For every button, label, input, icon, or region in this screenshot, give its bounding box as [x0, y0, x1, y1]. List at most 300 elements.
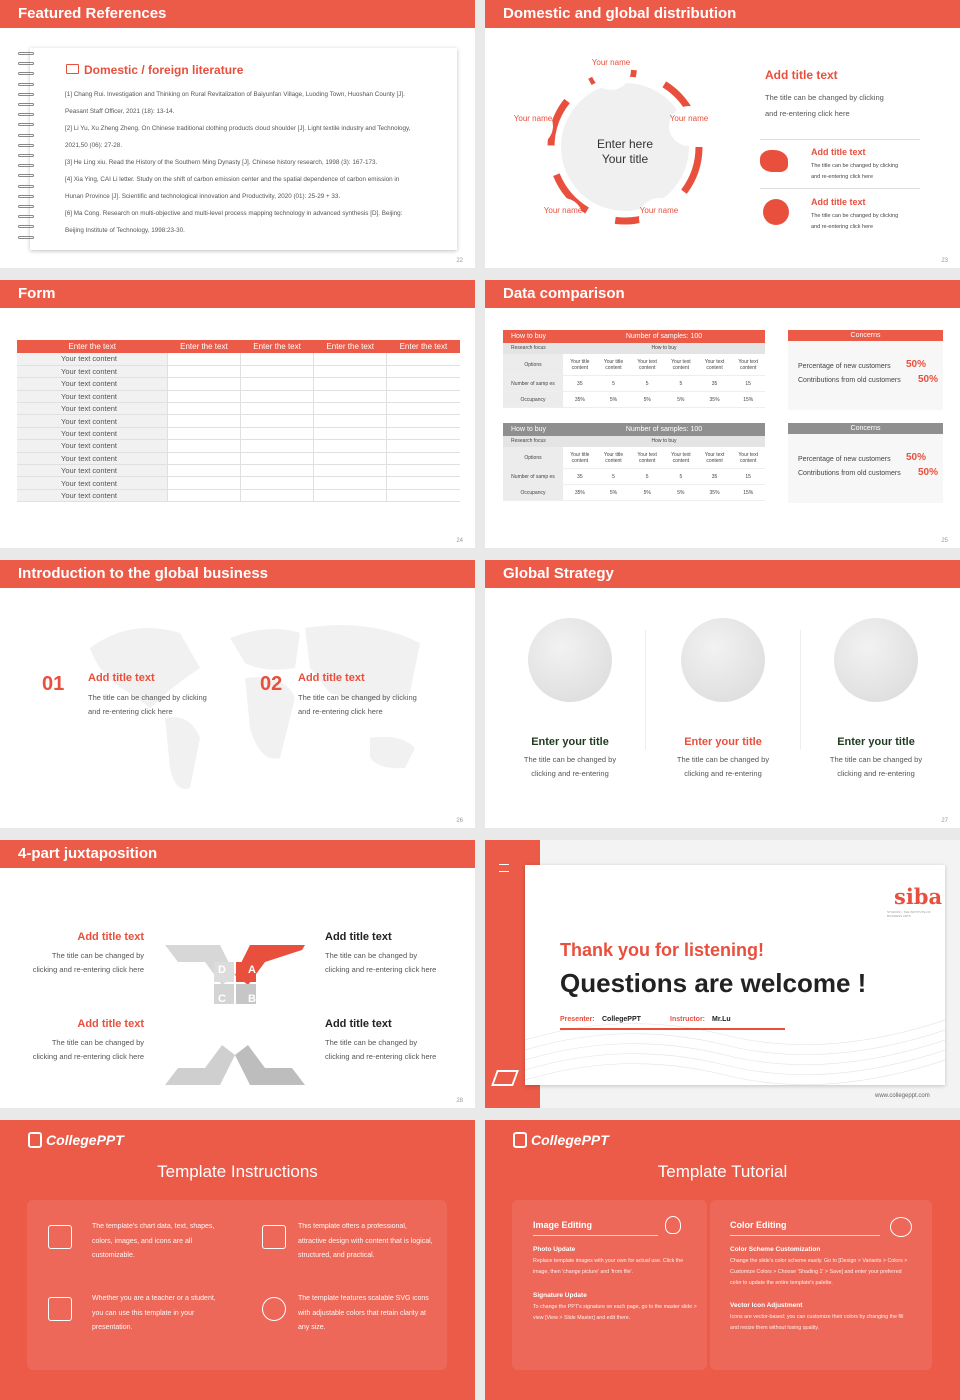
tutorial-text: Replace template images with your own for actual use. Click the image, then 'change picture' and 'from file'.: [533, 1258, 684, 1275]
tutorial-text: Change the slide's color scheme easily. Go to [Design > Variants > Colors > Customize Colors > Choose 'Shading 1' > Save] and enter your preferred color to update the entire template's palette.: [730, 1258, 908, 1286]
comparison-header: [503, 330, 765, 343]
slide-thank-you[interactable]: [485, 840, 960, 1108]
section-title: Template Instructions: [157, 1162, 318, 1181]
table-cell: [314, 390, 387, 402]
table-cell: [167, 465, 240, 477]
presenter-label: Presenter:: [560, 1016, 595, 1023]
collegeppt-logo: [28, 1132, 42, 1148]
table-cell: Your text content: [17, 489, 167, 501]
table-row: [17, 403, 460, 415]
table-cell: [387, 452, 460, 464]
page-number: 26: [456, 818, 463, 824]
concerns-card: [788, 423, 943, 503]
add-title-desc2: and re-entering click here: [765, 109, 850, 118]
table-cell: Occupancy: [503, 485, 563, 500]
table-cell: Your title content: [570, 451, 590, 464]
reference-line: [1] Chang Rui. Investigation and Thinking on Rural Revitalization of Baiyunfan Village, Luoding Town, Huoshan County [J].: [65, 91, 405, 98]
slide-title: Global Strategy: [485, 560, 960, 588]
instruction-text: The template features scalable SVG icons with adjustable colors that retain clarity at any size.: [298, 1295, 429, 1331]
table-cell: 5%: [677, 489, 685, 496]
table-cell: Occupancy: [503, 392, 563, 407]
item-title: Add title text: [77, 1018, 144, 1030]
table-cell: Your text content: [738, 451, 758, 464]
table-cell: Research focus: [511, 438, 546, 444]
table-cell: Your text content: [17, 390, 167, 402]
item-number: 01: [42, 673, 65, 695]
basketball-icon: [262, 1297, 286, 1321]
spiral-ring: [18, 164, 34, 167]
tutorial-heading: Color Scheme Customization: [730, 1246, 821, 1253]
header-cell: Number of samples: 100: [625, 426, 703, 433]
table-cell: Your text content: [17, 477, 167, 489]
table-cell: Your text content: [637, 451, 657, 464]
divider: [645, 630, 646, 750]
item-desc: The title can be changed by: [325, 951, 418, 960]
table-cell: 5: [612, 473, 615, 480]
book-icon: [66, 64, 79, 74]
table-cell: [240, 353, 313, 365]
cycle-node: [639, 198, 679, 238]
item-desc: The title can be changed by: [51, 951, 144, 960]
table-cell: [240, 390, 313, 402]
cycle-center-line2: Your title: [601, 152, 649, 166]
reference-list: [65, 86, 455, 239]
table-cell: [387, 415, 460, 427]
table-cell: 15: [745, 473, 751, 480]
item-desc: The title can be changed by: [325, 1038, 418, 1047]
item-title: Enter your title: [684, 736, 762, 748]
document-icon: [48, 1225, 72, 1249]
table-cell: 35: [711, 473, 718, 480]
spiral-ring: [18, 174, 34, 177]
lightbulb-icon: [665, 1216, 681, 1234]
concerns-line: Contributions from old customers: [798, 377, 901, 384]
concerns-line: Percentage of new customers: [798, 456, 891, 463]
table-cell: [167, 452, 240, 464]
divider: [760, 139, 920, 140]
table-cell: How to buy: [651, 345, 677, 351]
table-cell: Your text content: [17, 440, 167, 452]
comparison-table: [503, 423, 765, 501]
table-cell: [387, 353, 460, 365]
cycle-node: [543, 198, 583, 238]
item-desc: The title can be changed by: [829, 755, 923, 764]
table-cell: [167, 353, 240, 365]
thanks-text: Thank you for listening!: [560, 940, 765, 960]
item-number: 02: [260, 673, 283, 695]
table-cell: [387, 489, 460, 501]
spiral-ring: [18, 103, 34, 106]
quadrant-letter: C: [218, 993, 226, 1005]
cycle-node-label: Your name: [639, 206, 679, 215]
table-cell: [240, 465, 313, 477]
table-cell: [387, 477, 460, 489]
table-row: [503, 469, 765, 485]
item-desc: and re-entering click here: [88, 707, 173, 716]
item-desc: The title can be changed by clicking: [811, 163, 899, 169]
table-row: [503, 485, 765, 501]
table-cell: [240, 415, 313, 427]
spiral-ring: [18, 83, 34, 86]
table-cell: 5: [645, 473, 649, 480]
concerns-title: Concerns: [788, 330, 943, 341]
table-header-cell: Enter the text: [68, 342, 116, 351]
comparison-table: [503, 330, 765, 408]
comparison-header: [503, 423, 765, 436]
table-cell: Your text content: [17, 427, 167, 439]
slide-template-tutorial[interactable]: [485, 1120, 960, 1400]
table-row: [17, 465, 460, 477]
table-cell: 35%: [709, 489, 720, 496]
concerns-line: Percentage of new customers: [798, 363, 891, 370]
table-cell: [314, 415, 387, 427]
cycle-node-label: Your name: [543, 206, 583, 215]
table-cell: Your text content: [17, 353, 167, 365]
table-row: [503, 436, 765, 447]
table-cell: Your text content: [738, 358, 758, 371]
table-cell: Your text content: [17, 365, 167, 377]
table-cell: Research focus: [511, 345, 546, 351]
instruction-text: The template's chart data, text, shapes, colors, images, and icons are all customizable.: [92, 1223, 215, 1259]
header-cell: Number of samples: 100: [625, 333, 703, 340]
table-cell: [314, 427, 387, 439]
slide-data-comparison[interactable]: [485, 280, 960, 548]
table-cell: [167, 403, 240, 415]
reference-line: 2021,50 (06): 27-28.: [65, 142, 123, 149]
table-cell: [167, 477, 240, 489]
palette-icon: [890, 1217, 912, 1237]
concerns-value: 50%: [906, 359, 927, 370]
slide-4-part[interactable]: [0, 840, 475, 1108]
header-cell: How to buy: [511, 333, 547, 340]
slide-distribution[interactable]: [485, 0, 960, 268]
juxtaposition-arrows-graphic: [160, 940, 310, 1090]
spiral-ring: [18, 185, 34, 188]
slide-title: Introduction to the global business: [0, 560, 475, 588]
spiral-ring: [18, 52, 34, 55]
item-title: Add title text: [298, 672, 365, 684]
concerns-title: Concerns: [788, 423, 943, 434]
table-cell: [240, 440, 313, 452]
table-cell: 35%: [709, 396, 720, 403]
brand-name: CollegePPT: [46, 1132, 124, 1148]
quadrant-letter: D: [218, 964, 226, 976]
table-cell: [314, 378, 387, 390]
table-cell: 5: [679, 380, 683, 387]
table-cell: 15: [745, 380, 751, 387]
table-cell: 5%: [609, 489, 618, 496]
table-cell: [314, 477, 387, 489]
page-number: 22: [456, 258, 463, 264]
tutorial-text: Icons are vector-based; you can customize their colors by changing the fill and resize them without losing quality.: [730, 1314, 904, 1331]
table-cell: 5%: [643, 489, 651, 496]
reference-line: [6] Ma Cong. Research on multi-objective and multi-level process mapping technology in advanced synthesis [D]. Beijing:: [65, 210, 403, 217]
china-map-icon: [760, 150, 788, 172]
logo-subtitle: STUDIUM - THE INSTITUTE OF BUSINESS ARTS: [887, 910, 931, 918]
concerns-line: Contributions from old customers: [798, 470, 901, 477]
globe-icon: [763, 199, 789, 225]
table-cell: 5%: [643, 396, 651, 403]
table-cell: [167, 440, 240, 452]
slide-global-strategy[interactable]: [485, 560, 960, 828]
spiral-ring: [18, 123, 34, 126]
table-cell: 35%: [574, 489, 585, 496]
table-header-row: [17, 340, 460, 353]
table-row: [17, 415, 460, 427]
table-row: [17, 427, 460, 439]
table-cell: 5: [612, 380, 615, 387]
table-cell: How to buy: [651, 438, 677, 444]
item-desc: The title can be changed by clicking: [88, 693, 207, 702]
table-row: [17, 365, 460, 377]
quadrant-letter: B: [248, 993, 256, 1005]
table-header-cell: Enter the text: [326, 342, 375, 351]
presenter-name: CollegePPT: [602, 1016, 641, 1023]
spiral-ring: [18, 154, 34, 157]
page-number: 24: [456, 538, 463, 544]
spiral-ring: [18, 205, 34, 208]
slide-featured-references[interactable]: [0, 0, 475, 268]
table-cell: Your text content: [17, 452, 167, 464]
table-cell: Number of samp es: [503, 469, 563, 484]
item-title: Enter your title: [837, 736, 915, 748]
spiral-ring: [18, 236, 34, 239]
color-editing-title: Color Editing: [730, 1220, 787, 1230]
concerns-value: 50%: [918, 467, 939, 478]
instructor-name: Mr.Lu: [712, 1016, 731, 1023]
teacher-icon: [48, 1297, 72, 1321]
add-title-desc1: The title can be changed by clicking: [765, 93, 884, 102]
table-cell: Your text content: [671, 451, 691, 464]
table-cell: 15%: [743, 396, 754, 403]
table-cell: Your text content: [704, 451, 725, 464]
table-cell: Options: [503, 447, 563, 468]
spiral-binding: [18, 52, 38, 247]
brand-name: CollegePPT: [531, 1132, 609, 1148]
table-cell: [167, 390, 240, 402]
item-title: Add title text: [77, 931, 144, 943]
table-cell: 35%: [574, 396, 585, 403]
item-desc: The title can be changed by clicking: [298, 693, 417, 702]
quadrant-letter: A: [248, 964, 256, 976]
table-cell: [240, 403, 313, 415]
table-cell: 35: [711, 380, 718, 387]
slide-global-business[interactable]: [0, 560, 475, 828]
collegeppt-logo: [513, 1132, 527, 1148]
table-cell: Your text content: [17, 465, 167, 477]
slide-title: Domestic and global distribution: [485, 0, 960, 28]
section-title: Template Tutorial: [657, 1162, 788, 1181]
spiral-ring: [18, 62, 34, 65]
table-cell: [314, 353, 387, 365]
slide-title: Featured References: [0, 0, 475, 28]
item-desc: clicking and re-entering click here: [325, 965, 437, 974]
add-title: Add title text: [765, 68, 838, 82]
item-title: Add title text: [325, 1018, 392, 1030]
item-desc: The title can be changed by: [676, 755, 770, 764]
table-header-cell: Enter the text: [399, 342, 448, 351]
table-cell: [240, 365, 313, 377]
item-desc: clicking and re-entering: [531, 769, 609, 778]
table-cell: [387, 378, 460, 390]
slide-title: Form: [0, 280, 475, 308]
table-cell: [240, 378, 313, 390]
cycle-node-label: Your name: [591, 58, 631, 67]
table-cell: [314, 403, 387, 415]
table-cell: Your text content: [17, 403, 167, 415]
table-row: [17, 477, 460, 489]
table-row: [503, 376, 765, 392]
concerns-card: [788, 330, 943, 410]
item-desc: clicking and re-entering click here: [32, 1052, 144, 1061]
divider: [760, 188, 920, 189]
reference-line: [3] He Ling xiu. Read the History of the Southern Ming Dynasty [J]. Chinese history research, 1998 (3): 167-173.: [65, 159, 378, 166]
table-row: [503, 343, 765, 354]
item-desc: The title can be changed by: [523, 755, 617, 764]
table-cell: Your text content: [637, 358, 657, 371]
table-cell: [387, 440, 460, 452]
reference-line: [2] Li Yu, Xu Zheng Zheng. On Chinese traditional clothing products cloud shoulder [J]. Light textile industry and Technology,: [65, 125, 411, 132]
cycle-node: [669, 106, 709, 146]
spiral-ring: [18, 93, 34, 96]
table-cell: [240, 489, 313, 501]
table-cell: Options: [503, 354, 563, 375]
table-cell: Your text content: [17, 378, 167, 390]
table-cell: [167, 378, 240, 390]
table-cell: 5: [679, 473, 683, 480]
table-cell: [387, 403, 460, 415]
cycle-node-label: Your name: [669, 114, 709, 123]
reference-line: Beijing Institute of Technology, 1998:23-30.: [65, 227, 185, 234]
item-desc: clicking and re-entering: [837, 769, 915, 778]
slide-title: 4-part juxtaposition: [0, 840, 475, 868]
table-cell: [314, 440, 387, 452]
spiral-ring: [18, 72, 34, 75]
website-url[interactable]: www.collegeppt.com: [875, 1093, 930, 1099]
slide-template-instructions[interactable]: [0, 1120, 475, 1400]
spiral-ring: [18, 215, 34, 218]
table-cell: [240, 477, 313, 489]
world-map-image: [70, 598, 440, 808]
instructor-label: Instructor:: [670, 1016, 705, 1023]
table-header-cell: Enter the text: [253, 342, 301, 351]
item-desc: and re-entering click here: [811, 224, 874, 230]
page-number: 28: [456, 1098, 463, 1104]
cycle-node: [513, 106, 553, 146]
table-cell: 35: [577, 380, 583, 387]
reference-line: Hunan Province [J]. Scientific and technological innovation and Productivity, 2020 (01): 25-29 + 33.: [65, 193, 341, 200]
table-row: [17, 378, 460, 390]
table-cell: [167, 489, 240, 501]
spiral-ring: [18, 195, 34, 198]
globe-icon: [528, 618, 612, 702]
table-row: [17, 440, 460, 452]
table-cell: [387, 427, 460, 439]
table-cell: [167, 415, 240, 427]
page-number: 25: [941, 538, 948, 544]
table-cell: [240, 452, 313, 464]
table-cell: [314, 365, 387, 377]
image-editing-title: Image Editing: [533, 1220, 593, 1230]
table-row: [17, 353, 460, 365]
item-desc: and re-entering click here: [298, 707, 383, 716]
item-desc: and re-entering click here: [811, 174, 874, 180]
table-row: [17, 390, 460, 402]
table-cell: Your title content: [603, 358, 624, 371]
table-cell: 5%: [677, 396, 685, 403]
tutorial-heading: Signature Update: [533, 1292, 587, 1299]
cycle-node-label: Your name: [513, 114, 553, 123]
table-cell: 35: [577, 473, 583, 480]
tutorial-heading: Photo Update: [533, 1246, 576, 1253]
spiral-ring: [18, 144, 34, 147]
item-desc: The title can be changed by: [51, 1038, 144, 1047]
table-row: [503, 447, 765, 469]
menu-icon[interactable]: [499, 864, 509, 872]
cycle-center-line1: Enter here: [596, 137, 654, 151]
table-cell: Number of samp es: [503, 376, 563, 391]
instruction-text: This template offers a professional, attractive design with content that is logical, structured, and practical.: [298, 1223, 433, 1259]
title-underline: [533, 1235, 658, 1236]
spiral-ring: [18, 134, 34, 137]
spiral-ring: [18, 113, 34, 116]
table-cell: [167, 427, 240, 439]
item-desc: clicking and re-entering click here: [325, 1052, 437, 1061]
form-table: [17, 340, 460, 502]
header-cell: How to buy: [511, 426, 547, 433]
title-underline: [730, 1235, 880, 1236]
cycle-node: [591, 50, 631, 90]
slide-title: Data comparison: [485, 280, 960, 308]
item-desc: clicking and re-entering click here: [32, 965, 144, 974]
item-title: Add title text: [811, 197, 866, 207]
table-cell: 15%: [743, 489, 754, 496]
table-cell: [387, 365, 460, 377]
instruction-text: Whether you are a teacher or a student, you can use this template in your presentation.: [92, 1295, 216, 1331]
divider: [800, 630, 801, 750]
table-row: [17, 489, 460, 501]
table-cell: [240, 427, 313, 439]
table-cell: 5: [645, 380, 649, 387]
slide-form[interactable]: [0, 280, 475, 548]
questions-text: Questions are welcome !: [560, 968, 867, 998]
table-cell: [387, 465, 460, 477]
table-cell: Your text content: [704, 358, 725, 371]
table-cell: [314, 489, 387, 501]
item-title: Add title text: [88, 672, 155, 684]
reference-line: [4] Xia Ying, CAI Li letter. Study on the shift of carbon emission center and the spatial dependence of carbon emission in: [65, 176, 400, 183]
spiral-ring: [18, 225, 34, 228]
item-title: Add title text: [325, 931, 392, 943]
table-cell: [167, 365, 240, 377]
concerns-value: 50%: [918, 374, 939, 385]
tutorial-heading: Vector Icon Adjustment: [730, 1302, 803, 1309]
tutorial-text: To change the PPT's signature on each page, go to the master slide > view [View > Slide Master] and edit there.: [533, 1304, 697, 1321]
concerns-value: 50%: [906, 452, 927, 463]
table-cell: 5%: [609, 396, 618, 403]
table-cell: [314, 452, 387, 464]
item-desc: clicking and re-entering: [684, 769, 762, 778]
table-cell: Your text content: [17, 415, 167, 427]
globe-icon: [681, 618, 765, 702]
table-cell: Your title content: [570, 358, 590, 371]
item-title: Add title text: [811, 147, 866, 157]
page-number: 27: [941, 818, 948, 824]
table-cell: [387, 390, 460, 402]
table-cell: Your title content: [603, 451, 624, 464]
window-icon: [262, 1225, 286, 1249]
item-desc: The title can be changed by clicking: [811, 213, 899, 219]
